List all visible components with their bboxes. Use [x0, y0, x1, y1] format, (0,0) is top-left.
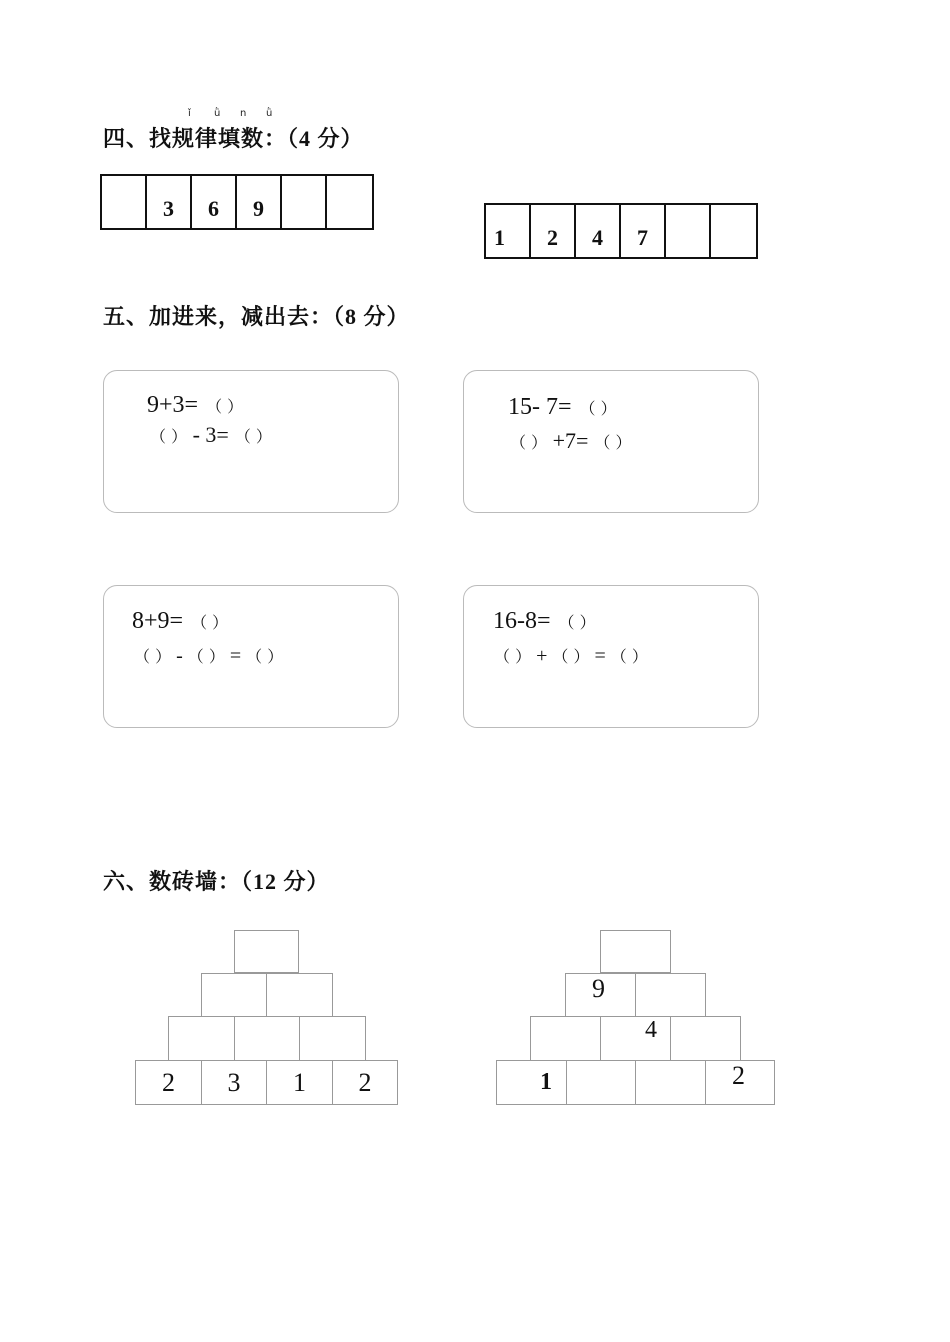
sequence-a-cell: 9	[237, 176, 282, 228]
answer-blank[interactable]: （ ）	[134, 647, 172, 666]
card2-line2	[510, 428, 632, 454]
answer-blank[interactable]: （ ）	[494, 647, 532, 666]
card1-op: - 3=	[187, 422, 229, 447]
card2-op: +7=	[547, 428, 589, 453]
wall2-brick[interactable]	[566, 1060, 636, 1105]
section6-heading	[103, 865, 330, 896]
answer-blank[interactable]: （ ）	[558, 613, 596, 632]
wall1-brick: 2	[332, 1060, 398, 1105]
sequence-a	[100, 174, 374, 230]
answer-blank[interactable]: （ ）	[150, 427, 188, 446]
wall1-brick: 3	[201, 1060, 267, 1105]
card1-expr: 9+3=	[147, 392, 199, 418]
wall2-brick[interactable]	[635, 973, 706, 1017]
section4-score: （4 分）	[287, 126, 364, 151]
wall1-brick[interactable]	[266, 973, 333, 1017]
sequence-a-cell[interactable]	[327, 176, 372, 228]
section5-score: （8 分）	[333, 304, 410, 329]
section5-heading	[103, 300, 410, 331]
answer-blank[interactable]: （ ）	[187, 647, 225, 666]
wall2-brick[interactable]	[635, 1060, 706, 1105]
sequence-b-cell: 2	[531, 205, 576, 257]
section4-heading	[103, 122, 364, 153]
wall2-brick-top[interactable]	[600, 930, 671, 973]
card3-line2	[134, 644, 283, 668]
answer-blank[interactable]: （ ）	[246, 647, 284, 666]
sequence-b-cell[interactable]	[711, 205, 756, 257]
pinyin-2: ǜ	[214, 108, 221, 119]
wall2-brick: 4	[600, 1016, 671, 1061]
card3-op-equals: =	[224, 645, 247, 667]
answer-blank[interactable]: （ ）	[234, 427, 272, 446]
wall2-brick: 1	[496, 1060, 567, 1105]
sequence-b-cell: 7	[621, 205, 666, 257]
sequence-a-cell[interactable]	[102, 176, 147, 228]
sequence-a-cell: 3	[147, 176, 192, 228]
sequence-b-cell[interactable]	[666, 205, 711, 257]
card4-line1	[493, 608, 596, 635]
answer-blank[interactable]: （ ）	[206, 397, 244, 416]
wall1-brick[interactable]	[201, 973, 267, 1017]
card2-line1	[508, 394, 617, 421]
card2-expr: 15- 7=	[508, 394, 572, 420]
pinyin-4: ǜ	[266, 108, 273, 119]
section6-score: （12 分）	[241, 869, 330, 894]
sequence-b-cell: 1	[486, 205, 531, 257]
wall1-brick-top[interactable]	[234, 930, 299, 973]
answer-blank[interactable]: （ ）	[594, 433, 632, 452]
answer-blank[interactable]: （ ）	[610, 647, 648, 666]
wall1-brick[interactable]	[234, 1016, 300, 1061]
wall2-brick[interactable]	[670, 1016, 741, 1061]
section5-title: 五、加进来，减出去：	[103, 305, 334, 330]
sequence-a-cell: 6	[192, 176, 237, 228]
card1-line1	[147, 392, 243, 419]
answer-blank[interactable]: （ ）	[579, 399, 617, 418]
wall1-brick: 2	[135, 1060, 202, 1105]
answer-blank[interactable]: （ ）	[191, 613, 229, 632]
section4-title: 四、找规律填数：	[103, 127, 288, 152]
wall2-brick: 2	[705, 1060, 775, 1105]
answer-blank[interactable]: （ ）	[552, 647, 590, 666]
wall1-brick: 1	[266, 1060, 333, 1105]
pinyin-1: ǐ	[188, 108, 191, 119]
answer-blank[interactable]: （ ）	[510, 433, 548, 452]
card4-expr: 16-8=	[493, 608, 551, 634]
card4-line2	[494, 644, 648, 668]
sequence-b	[484, 203, 758, 259]
card3-op-minus: -	[171, 645, 188, 667]
card4-op-plus: +	[531, 645, 553, 667]
pinyin-3: n	[240, 108, 247, 119]
section6-title: 六、数砖墙：	[103, 870, 242, 895]
wall1-brick[interactable]	[168, 1016, 235, 1061]
card3-expr: 8+9=	[132, 608, 184, 634]
sequence-b-cell: 4	[576, 205, 621, 257]
wall2-brick: 9	[565, 973, 636, 1017]
sequence-a-cell[interactable]	[282, 176, 327, 228]
card4-op-equals: =	[589, 645, 611, 667]
card3-line1	[132, 608, 228, 635]
wall1-brick[interactable]	[299, 1016, 366, 1061]
wall2-brick[interactable]	[530, 1016, 601, 1061]
card1-line2	[150, 422, 272, 448]
